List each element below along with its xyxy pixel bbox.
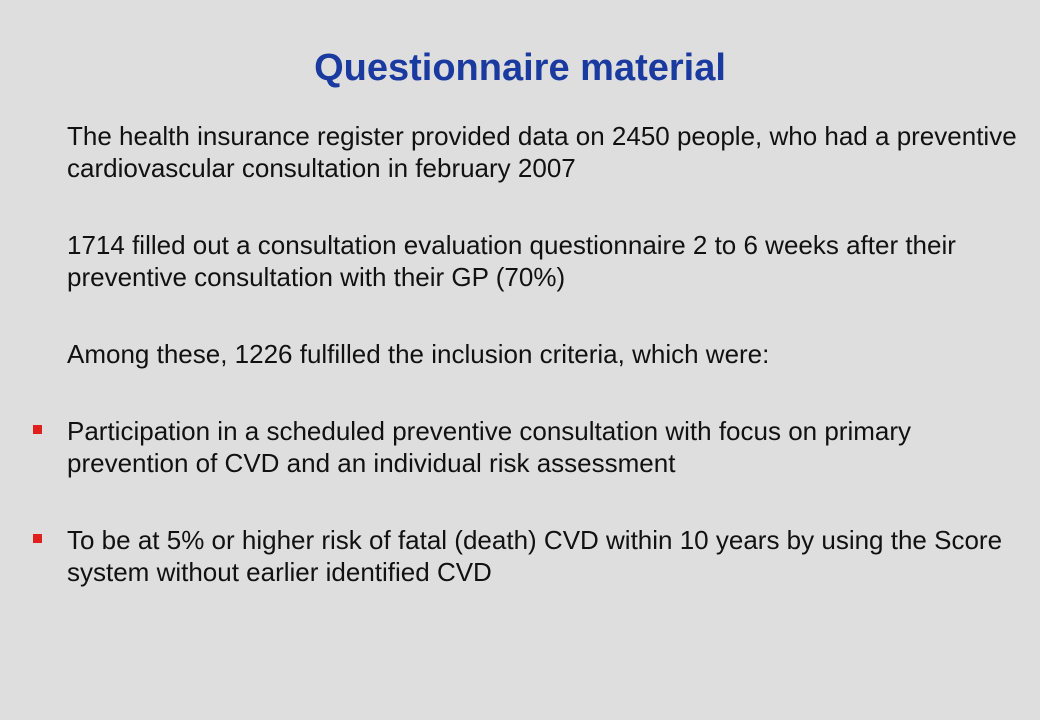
- paragraph-questionnaire-response: [67, 229, 1017, 293]
- paragraph-register-data: [67, 120, 1017, 184]
- square-bullet-icon: [33, 425, 42, 434]
- square-bullet-icon: [33, 534, 42, 543]
- bullet-text: To be at 5% or higher risk of fatal (death) CVD within 10 years by using the Score system without earlier identified CVD: [67, 525, 1003, 587]
- slide-content: [67, 120, 1017, 633]
- bullet-item-participation: [67, 415, 1017, 479]
- slide-title: Questionnaire material: [314, 47, 726, 89]
- paragraph-text: 1714 filled out a consultation evaluation questionnaire 2 to 6 weeks after their preventive consultation with their GP (70%): [67, 230, 956, 292]
- paragraph-inclusion-intro: [67, 338, 1017, 370]
- bullet-item-risk-threshold: [67, 524, 1017, 588]
- paragraph-text: The health insurance register provided data on 2450 people, who had a preventive cardiovascular consultation in february 2007: [67, 121, 1017, 183]
- paragraph-text: Among these, 1226 fulfilled the inclusion criteria, which were:: [67, 339, 770, 369]
- bullet-text: Participation in a scheduled preventive consultation with focus on primary prevention of CVD and an individual risk assessment: [67, 416, 912, 478]
